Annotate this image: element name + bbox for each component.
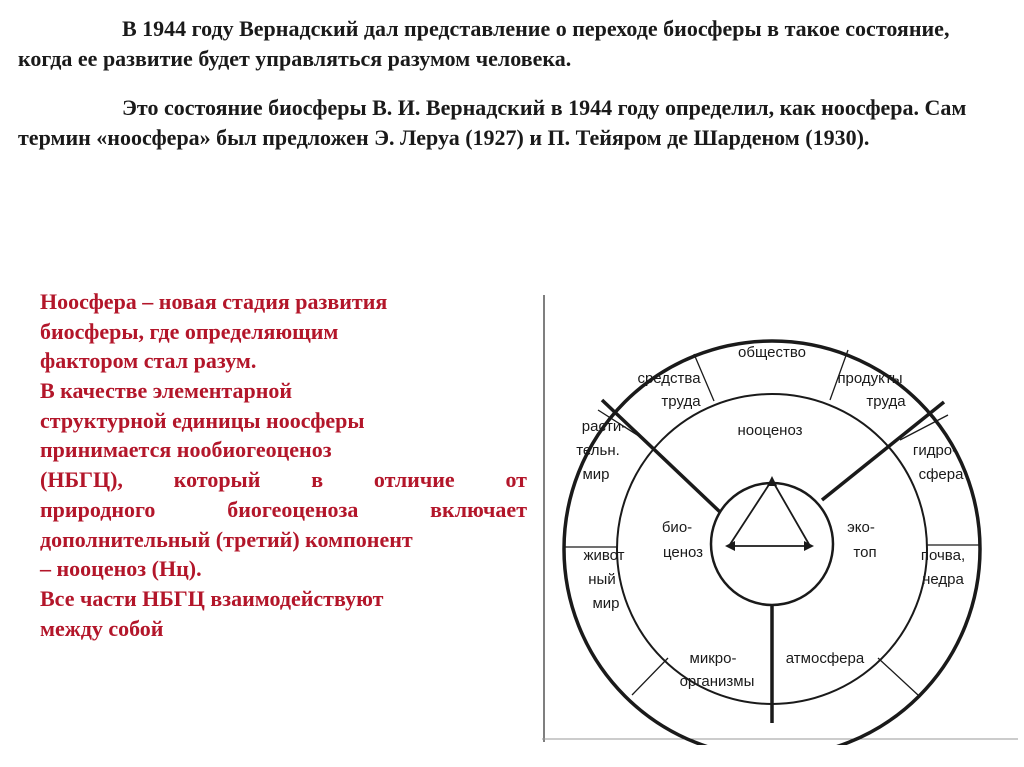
- interaction-triangle: [725, 476, 814, 551]
- label-labor-products-1: продукты: [837, 370, 903, 387]
- definition-line: Ноосфера – новая стадия развития: [40, 289, 388, 314]
- label-labor-products-2: труда: [866, 393, 906, 410]
- noosphere-definition: [40, 287, 527, 643]
- definition-line: (НБГЦ), который в отличие от: [40, 467, 527, 493]
- label-plant-world-2: тельн.: [576, 442, 620, 459]
- label-atmosphere: атмосфера: [785, 650, 865, 667]
- label-hydrosphere-1: гидро-: [912, 442, 958, 459]
- label-ecotope-2: топ: [853, 544, 877, 561]
- label-means-of-labor-1: средства: [637, 370, 701, 387]
- intro-paragraph-2: Это состояние биосферы В. И. Вернадский в 1944 году определил, как ноосфера. Сам термин «ноосфера» был предложен Э. Леруа (1927) и П. Тейяром де Шарденом (1930).: [18, 94, 967, 151]
- definition-line: принимается нообиогеоценоз: [40, 437, 332, 463]
- definition-line: между собой: [40, 615, 164, 641]
- definition-line: Все части НБГЦ взаимодействуют: [40, 585, 384, 611]
- main-sector-dividers: [602, 400, 944, 723]
- label-soil-1: почва,: [920, 547, 966, 564]
- definition-line: фактором стал разум.: [40, 348, 257, 374]
- definition-line: дополнительный (третий) компонент: [40, 526, 413, 552]
- definition-line: В качестве элементарной: [40, 378, 293, 404]
- definition-line: структурной единицы ноосферы: [40, 407, 365, 433]
- label-soil-2: недра: [922, 571, 964, 588]
- label-animal-world-1: живот: [583, 547, 625, 564]
- label-animal-world-2: ный: [588, 571, 616, 588]
- label-plant-world-3: мир: [582, 466, 610, 483]
- label-society: общество: [738, 344, 806, 361]
- definition-line: природного биогеоценоза включает: [40, 496, 527, 522]
- label-means-of-labor-2: труда: [661, 393, 701, 410]
- noobiogeocenosis-diagram: [540, 290, 1020, 745]
- label-plant-world-1: расти-: [581, 418, 627, 435]
- label-hydrosphere-2: сфера: [918, 466, 964, 483]
- label-ecotope-1: эко-: [847, 519, 875, 536]
- definition-line: – нооценоз (Нц).: [40, 556, 202, 582]
- label-noocenosis: нооценоз: [737, 422, 803, 439]
- label-microorganisms-2: организмы: [679, 673, 755, 690]
- intro-paragraph-1: В 1944 году Вернадский дал представление о переходе биосферы в такое состояние, когда ее развитие будет управляться разумом человека.: [18, 16, 950, 72]
- label-biocenosis-1: био-: [661, 519, 693, 536]
- label-microorganisms-1: микро-: [689, 650, 737, 667]
- definition-line: биосферы, где определяющим: [40, 318, 339, 344]
- intro-text: [18, 14, 1003, 171]
- label-animal-world-3: мир: [592, 595, 620, 612]
- label-biocenosis-2: ценоз: [662, 544, 704, 561]
